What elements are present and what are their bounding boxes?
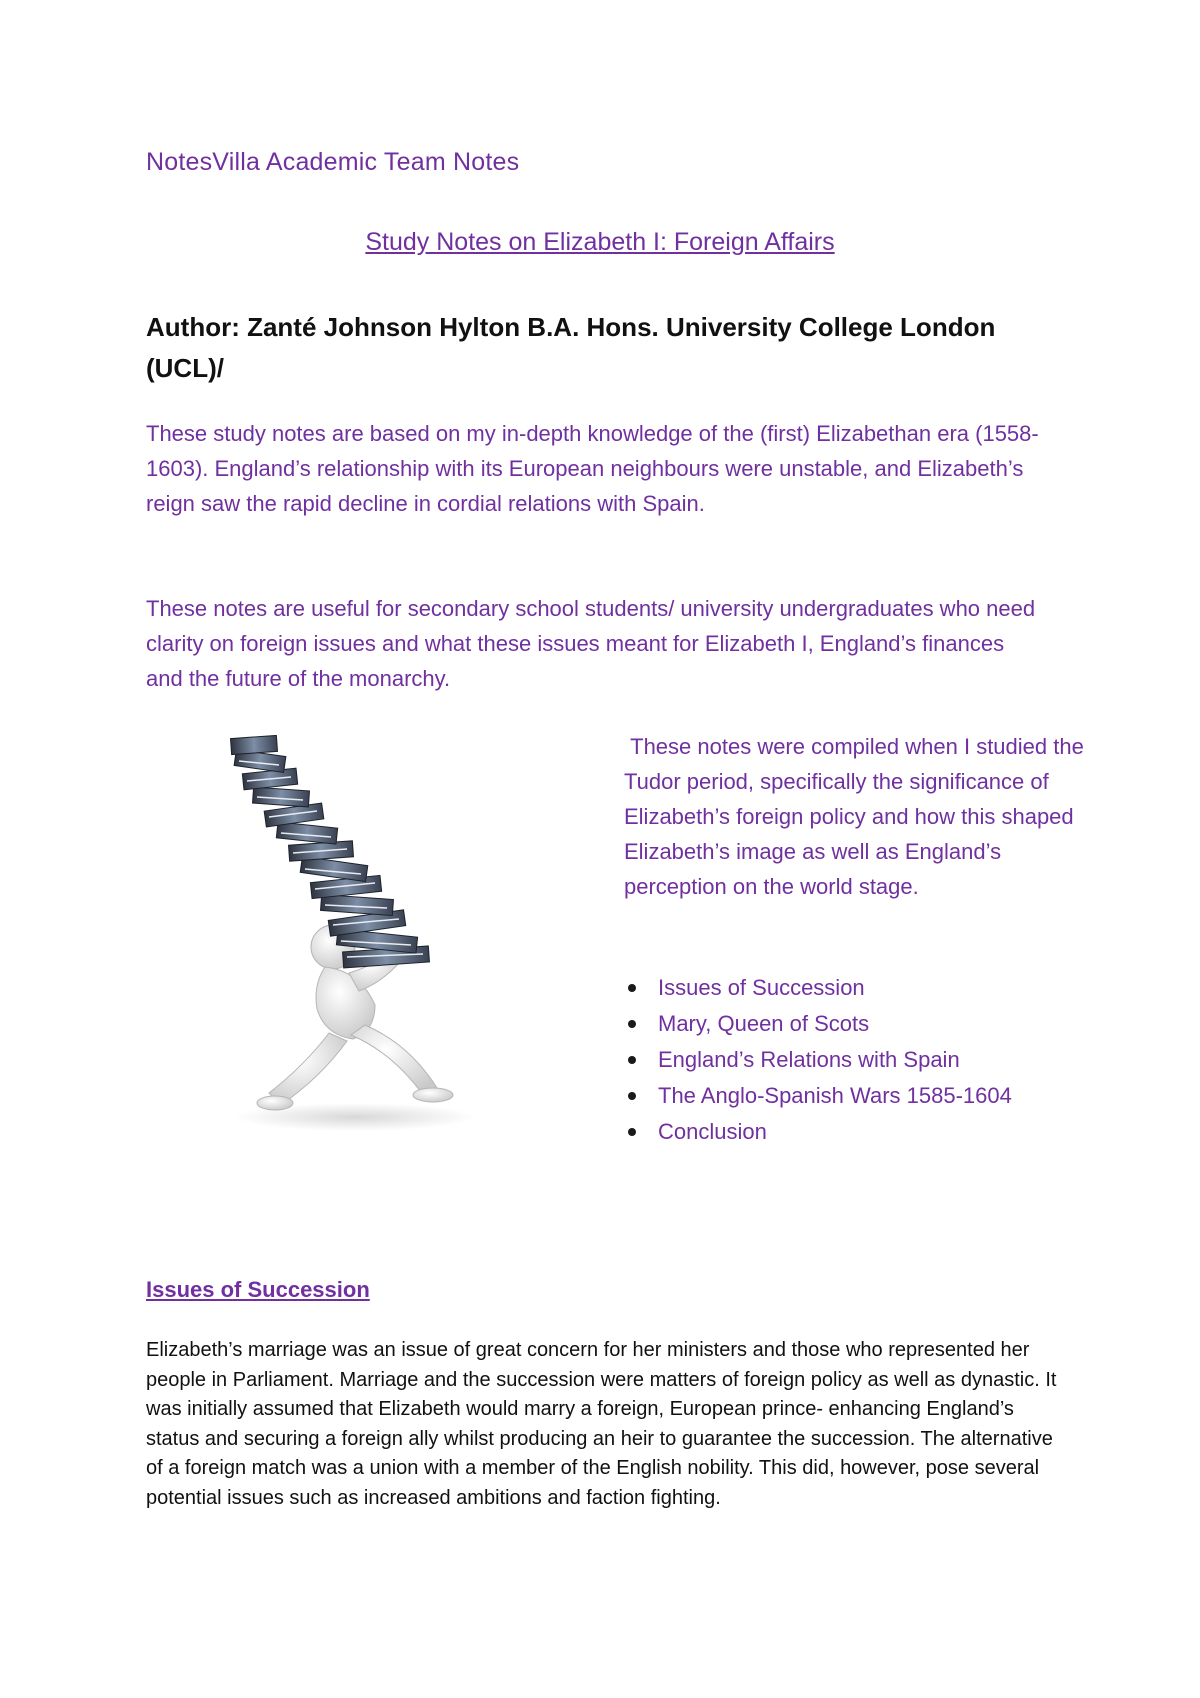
list-item — [624, 1078, 1054, 1113]
intro-paragraph-3: These notes were compiled when I studied the Tudor period, specifically the significance of Elizabeth’s foreign policy and how this shaped Elizabeth’s image as well as England’s perception on the world stage. — [624, 734, 1090, 899]
list-item — [624, 1114, 1054, 1149]
author-line: Author: Zanté Johnson Hylton B.A. Hons. University College London (UCL)/ — [146, 312, 996, 383]
bullet-icon — [628, 1128, 636, 1136]
list-item — [624, 1042, 1054, 1077]
document-title: Study Notes on Elizabeth I: Foreign Affairs — [365, 228, 835, 256]
topic-label: England’s Relations with Spain — [658, 1047, 960, 1072]
topic-label: The Anglo-Spanish Wars 1585-1604 — [658, 1083, 1012, 1108]
section-heading: Issues of Succession — [146, 1277, 370, 1302]
bullet-icon — [628, 984, 636, 992]
stacked-books-figure-illustration — [225, 735, 515, 1135]
intro-paragraph-1: These study notes are based on my in-depth knowledge of the (first) Elizabethan era (1558-1603). England’s relationship with its European neighbours were unstable, and Elizabeth’s reign saw the rapid decline in cordial relations with Spain. — [146, 421, 1039, 516]
bullet-icon — [628, 1020, 636, 1028]
team-notes-heading: NotesVilla Academic Team Notes — [146, 148, 520, 176]
topic-label: Mary, Queen of Scots — [658, 1011, 870, 1036]
topic-label: Conclusion — [658, 1119, 767, 1144]
list-item — [624, 970, 1054, 1005]
topic-label: Issues of Succession — [658, 975, 865, 1000]
bullet-icon — [628, 1092, 636, 1100]
intro-paragraph-2: These notes are useful for secondary school students/ university undergraduates who need clarity on foreign issues and what these issues meant for Elizabeth I, England’s finances and the future of the monarchy. — [146, 596, 1036, 691]
list-item — [624, 1006, 1054, 1041]
topics-list — [624, 970, 1054, 1150]
section-body: Elizabeth’s marriage was an issue of great concern for her ministers and those who represented her people in Parliament. Marriage and the succession were matters of foreign policy as well as dynastic. It was initially assumed that Elizabeth would marry a foreign, European prince- enhancing England’s status and securing a foreign ally whilst producing an heir to guarantee the succession. The alternative of a foreign match was a union with a member of the English nobility. This did, however, pose several potential issues such as increased ambitions and faction fighting. — [146, 1339, 1057, 1509]
bullet-icon — [628, 1056, 636, 1064]
